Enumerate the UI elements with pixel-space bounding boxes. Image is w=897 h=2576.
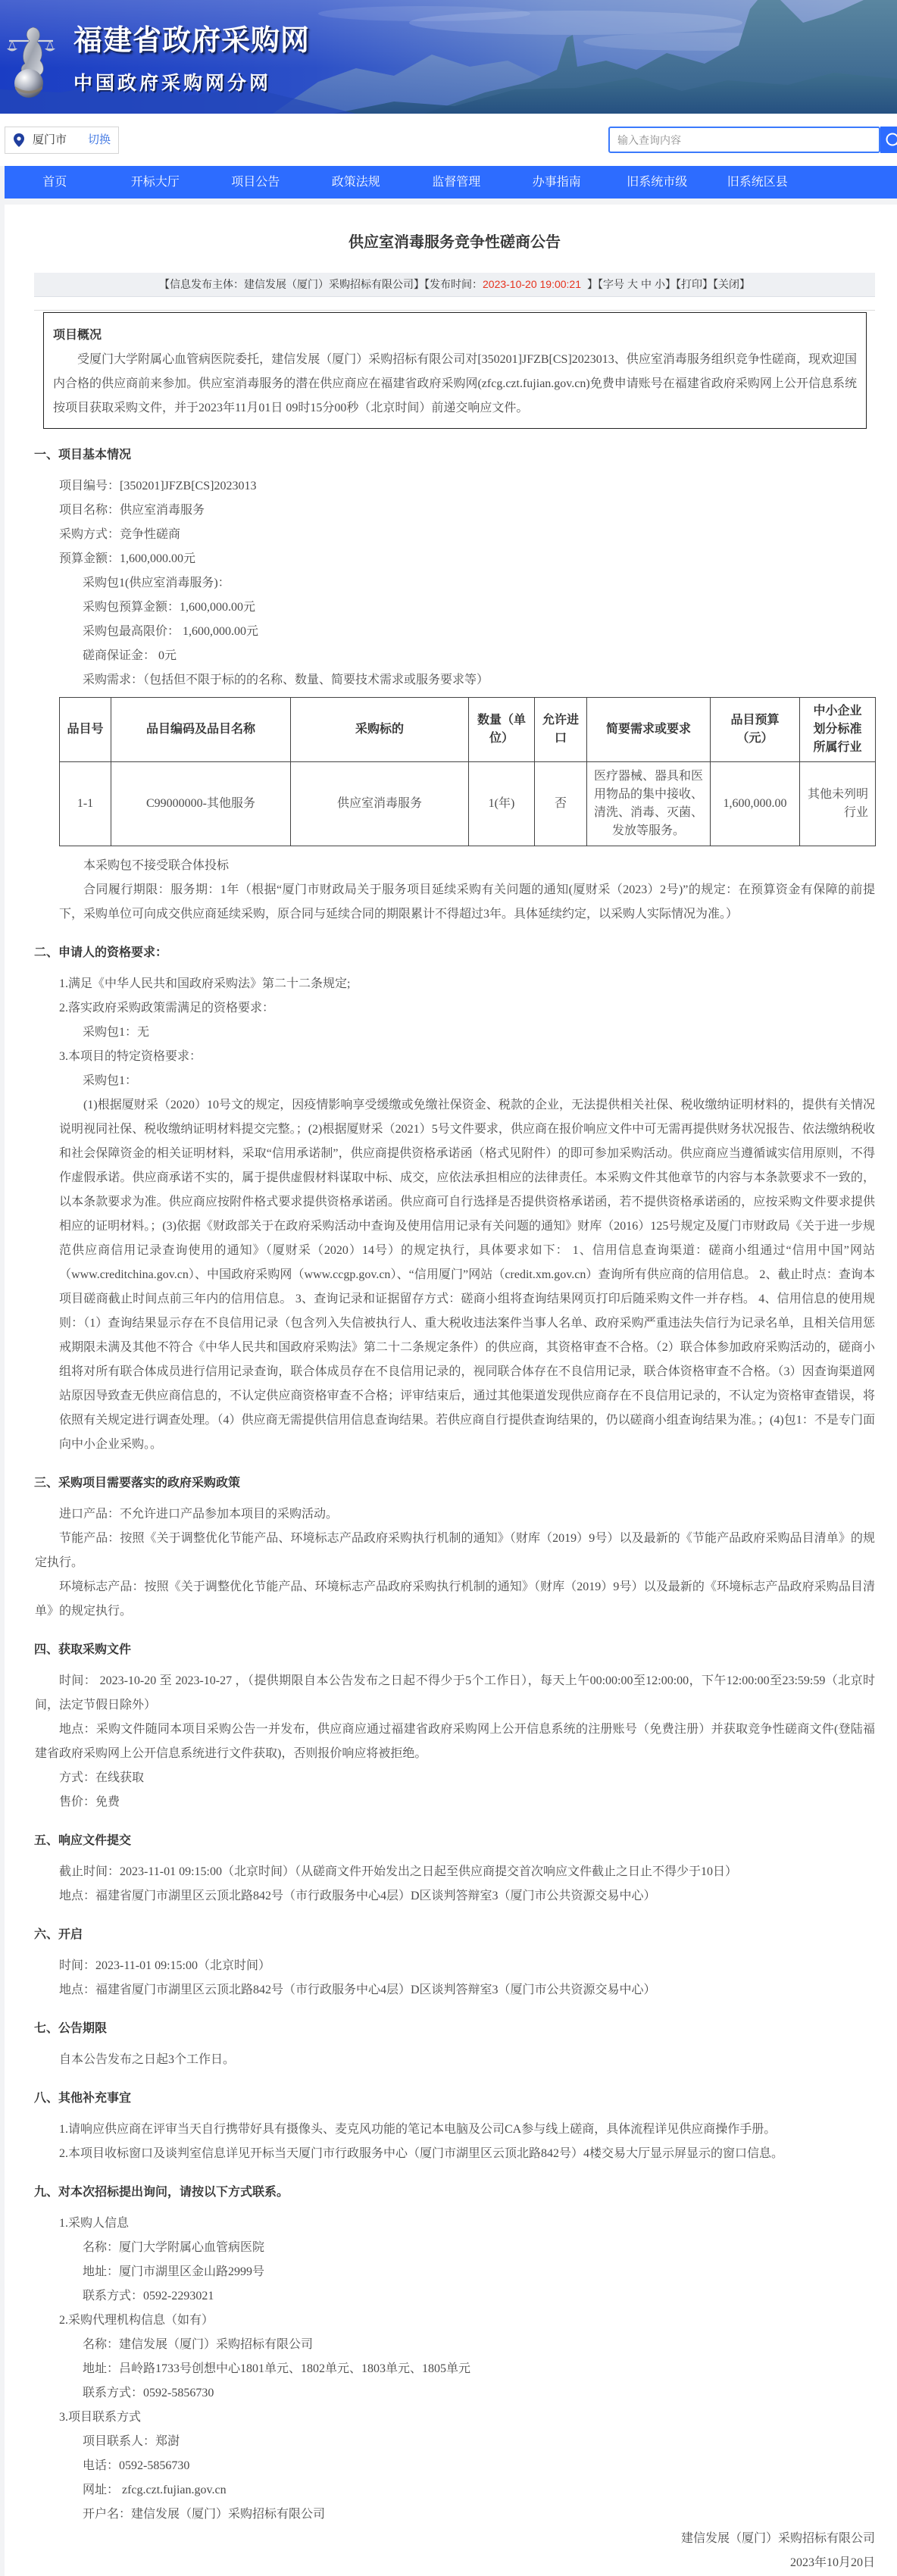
qualification-item-1: 1.满足《中华人民共和国政府采购法》第二十二条规定; <box>59 977 351 990</box>
other-matter-2: 2.本项目收标窗口及谈判室信息详见开标当天厦门市行政服务中心（厦门市湖里区云顶北路842号）4楼交易大厅显示屏显示的窗口信息。 <box>59 2147 784 2160</box>
nav-item-old-system-county[interactable]: 旧系统区县 <box>727 176 788 189</box>
consultation-deposit: 磋商保证金： 0元 <box>83 649 177 662</box>
requirements-table <box>59 697 876 846</box>
overview-heading: 项目概况 <box>53 329 102 342</box>
obtain-time: 时间： 2023-10-20 至 2023-10-27 ，（提供期限自本公告发布之日起不得少于5个工作日），每天上午00:00:00至12:00:00，下午12:00:00至23:59:59（北京时间，法定节假日除外） <box>35 1674 875 1712</box>
main-nav <box>5 166 897 199</box>
col-header-requirements <box>587 698 711 762</box>
bracket-close: 】 <box>665 278 676 290</box>
project-number: 项目编号：[350201]JFZB[CS]2023013 <box>59 480 257 492</box>
nav-item-bid-opening-hall[interactable]: 开标大厅 <box>130 176 180 189</box>
purchaser-contact: 联系方式：0592-2293021 <box>83 2290 214 2302</box>
publisher-label: 【信息发布主体： <box>159 278 244 290</box>
nav-item-project-notices[interactable]: 项目公告 <box>231 176 280 189</box>
table-row <box>60 762 876 846</box>
purchaser-address: 地址：厦门市湖里区金山路2999号 <box>83 2265 265 2278</box>
signature-date: 2023年10月20日 <box>789 2556 875 2569</box>
budget-amount: 预算金额：1,600,000.00元 <box>59 552 196 565</box>
publish-time-label: 【发布时间： <box>424 278 483 290</box>
main-content-panel <box>5 205 897 2576</box>
purchaser-name: 名称：厦门大学附属心血管病医院 <box>83 2241 265 2254</box>
cell-item-budget: 1,600,000.00 <box>711 762 800 846</box>
cell-import-allowed: 否 <box>535 762 587 846</box>
qualification-item-2: 2.落实政府采购政策需满足的资格要求： <box>59 1002 275 1014</box>
specific-qualification-text: (1)根据厦财采（2020）10号文的规定，因疫情影响享受缓缴或免缴社保资金、税款的企业，无法提供相关社保、税收缴纳证明材料的，提供有关情况说明视同社保、税收缴纳证明材料提交完整。；(2)根据厦财采（2021）5号文件要求，供应商在报价响应文件中可无需再提供财务状况报告、依法缴纳税收和社会保障资金的相关证明材料，采取“信用承诺制”，供应商提供资格承诺函（格式见附件）的即可参加采购活动。供应商应当遵循诚实信用原则，不得作虚假承诺。供应商承诺不实的，属于提供虚假材料谋取中标、成交，应依法承担相应的法律责任。本采购文件其他章节的内容与本条款要求不一致的，以本条款要求为准。供应商应按附件格式要求提供资格承诺函。供应商可自行选择是否提供资格承诺函，若不提供资格承诺函的，应按采购文件要求提供相应的证明材料。；(3)依据《财政部关于在政府采购活动中查询及使用信用记录有关问题的通知》财库（2016）125号规定及厦门市财政局《关于进一步规范供应商信用记录查询使用的通知》（厦财采（2020）14号）的规定执行，具体要求如下： 1、信用信息查询渠道：磋商小组通过“信用中国”网站（www.creditchina.gov.cn）、中国政府采购网（www.ccgp.gov.cn）、“信用厦门”网站（credit.xm.gov.cn）查询所有供应商的信用信息。 2、截止时点：查询本项目磋商截止时间点前三年内的信用信息。 3、查询记录和证据留存方式：磋商小组将查询结果网页打印后随采购文件一并存档。 4、信用信息的使用规则：（1）查询结果显示存在不良信用记录（包含列入失信被执行人、重大税收违法案件当事人名单、政府采购严重违法失信行为记录名单，且相关信用惩戒期限未满及其他不符合《中华人民共和国政府采购法》第二十二条规定条件）的供应商，其资格审查不合格。（2）联合体参加政府采购活动的，磋商小组将对所有联合体成员进行信用记录查询，联合体成员存在不良信用记录的，视同联合体存在不良信用记录，联合体资格审查不合格。（3）因查询渠道网站原因导致查无供应商信息的，不认定供应商资格审查不合格；评审结束后，通过其他渠道发现供应商存在不良信用记录的，不认定为资格审查错误，将依照有关规定进行调查处理。（4）供应商无需提供信用信息查询结果。若供应商自行提供查询结果的，仍以磋商小组查询结果为准。；(4)包1：不是专门面向中小企业采购。。 <box>59 1099 875 1451</box>
cell-requirements: 医疗器械、器具和医用物品的集中接收、清洗、消毒、灭菌、发放等服务。 <box>587 762 711 846</box>
article-info-bar <box>34 273 875 297</box>
search-row <box>0 114 897 166</box>
section-heading-basic-info: 一、项目基本情况 <box>34 449 132 461</box>
section-heading-qualifications: 二、申请人的资格要求： <box>34 946 168 959</box>
close-button[interactable]: 【关闭】 <box>713 278 750 290</box>
cell-sme-industry: 其他未列明行业 <box>800 762 876 846</box>
col-header-import-allowed <box>535 698 587 762</box>
other-matter-1: 1.请响应供应商在评审当天自行携带好具有摄像头、麦克风功能的笔记本电脑及公司CA参与线上磋商，具体流程详见供应商操作手册。 <box>59 2123 777 2136</box>
cell-item-no: 1-1 <box>60 762 111 846</box>
cell-quantity: 1(年) <box>469 762 535 846</box>
header-text: 简要需求或要求 <box>605 723 691 736</box>
nav-item-old-system-city[interactable]: 旧系统市级 <box>627 176 688 189</box>
col-header-subject <box>291 698 469 762</box>
map-pin-icon <box>14 133 24 147</box>
announcement-article <box>34 230 875 2575</box>
nav-item-home[interactable]: 首页 <box>42 176 67 189</box>
header-text: 采购标的 <box>355 723 404 736</box>
location-selector <box>5 127 119 154</box>
publish-time: 2023-10-20 19:00:21 <box>483 278 581 290</box>
header-text: 允许进口 <box>542 714 579 745</box>
section-heading-policies: 三、采购项目需要落实的政府采购政策 <box>34 1477 241 1490</box>
submission-deadline: 截止时间：2023-11-01 09:15:00（北京时间）（从磋商文件开始发出之日起至供应商提交首次响应文件截止之日止不得少于10日） <box>59 1865 737 1878</box>
project-overview-box <box>43 312 867 429</box>
section-heading-submission: 五、响应文件提交 <box>34 1834 132 1847</box>
section-heading-notice-period: 七、公告期限 <box>34 2022 108 2035</box>
bracket-close: 】 <box>587 278 598 290</box>
agency-info-title: 2.采购代理机构信息（如有） <box>59 2314 214 2327</box>
header-text: 中小企业划分标准所属行业 <box>813 705 862 754</box>
cell-subject: 供应室消毒服务 <box>291 762 469 846</box>
divider <box>34 310 875 311</box>
publisher-name: 建信发展（厦门）采购招标有限公司 <box>244 278 414 290</box>
col-header-quantity <box>469 698 535 762</box>
agency-address: 地址：吕岭路1733号创想中心1801单元、1802单元、1803单元、1805单元 <box>83 2362 471 2375</box>
package-title: 采购包1(供应室消毒服务)： <box>83 577 230 589</box>
obtain-place: 地点：采购文件随同本项目采购公告一并发布，供应商应通过福建省政府采购网上公开信息系统的注册账号（免费注册）并获取竞争性磋商文件(登陆福建省政府采购网上公开信息系统进行文件获取)，否则报价响应将被拒绝。 <box>35 1723 875 1760</box>
font-size-label: 【字号 <box>598 278 624 290</box>
procurement-method: 采购方式：竞争性磋商 <box>59 528 181 541</box>
notice-period-text: 自本公告发布之日起3个工作日。 <box>59 2053 236 2066</box>
col-header-item-no <box>60 698 111 762</box>
section-heading-obtain-documents: 四、获取采购文件 <box>34 1643 132 1656</box>
col-header-item-budget <box>711 698 800 762</box>
project-name: 项目名称：供应室消毒服务 <box>59 504 205 517</box>
nav-item-policies[interactable]: 政策法规 <box>331 176 380 189</box>
switch-city-link[interactable]: 切换 <box>88 133 111 146</box>
opening-place: 地点：福建省厦门市湖里区云顶北路842号（市行政服务中心4层）D区谈判答辩室3（厦门市公共资源交易中心） <box>59 1984 656 1996</box>
page-title: 供应室消毒服务竞争性磋商公告 <box>348 234 561 251</box>
col-header-sme-industry <box>800 698 876 762</box>
nav-item-supervision[interactable]: 监督管理 <box>432 176 481 189</box>
project-contact-phone: 电话：0592-5856730 <box>83 2459 190 2472</box>
opening-time: 时间：2023-11-01 09:15:00（北京时间） <box>59 1959 270 1972</box>
cell-item-code: C99000000-其他服务 <box>111 762 291 846</box>
site-banner <box>0 0 897 114</box>
font-size-medium-button[interactable]: 中 <box>641 278 652 290</box>
signature-company: 建信发展（厦门）采购招标有限公司 <box>680 2532 875 2545</box>
environmental-label-policy: 环境标志产品：按照《关于调整优化节能产品、环境标志产品政府采购执行机制的通知》（财库（2019）9号）以及最新的《环境标志产品政府采购品目清单》的规定执行。 <box>35 1580 875 1618</box>
header-text: 品目预算（元） <box>730 714 780 745</box>
nav-item-guide[interactable]: 办事指南 <box>532 176 581 189</box>
project-contact-title: 3.项目联系方式 <box>59 2411 142 2424</box>
site-title: 福建省政府采购网 <box>73 25 311 57</box>
search-button[interactable] <box>880 127 897 153</box>
search-input[interactable] <box>608 127 880 153</box>
font-size-small-button[interactable]: 小 <box>655 278 665 290</box>
header-text: 品目编码及品目名称 <box>145 723 255 736</box>
qualification-item-3: 3.本项目的特定资格要求： <box>59 1050 202 1063</box>
qualification-item-2-package: 采购包1：无 <box>83 1026 150 1039</box>
submission-place: 地点：福建省厦门市湖里区云顶北路842号（市行政服务中心4层）D区谈判答辩室3（厦门市公共资源交易中心） <box>59 1890 656 1902</box>
requirement-label: 采购需求：（包括但不限于标的的名称、数量、简要技术需求或服务要求等） <box>83 674 489 686</box>
account-name: 开户名：建信发展（厦门）采购招标有限公司 <box>83 2508 326 2521</box>
col-header-item-code <box>111 698 291 762</box>
package-budget: 采购包预算金额：1,600,000.00元 <box>83 601 256 614</box>
project-contact-person: 项目联系人：郑澍 <box>83 2435 180 2448</box>
qualification-item-3-package: 采购包1： <box>83 1074 138 1087</box>
purchaser-info-title: 1.采购人信息 <box>59 2217 130 2230</box>
section-heading-other-matters: 八、其他补充事宜 <box>34 2092 132 2105</box>
overview-text: 受厦门大学附属心血管病医院委托，建信发展（厦门）采购招标有限公司对[350201]JFZB[CS]2023013、供应室消毒服务组织竞争性磋商，现欢迎国内合格的供应商前来参加。供应室消毒服务的潜在供应商应在福建省政府采购网(zfcg.czt.fujian.gov.cn)免费申请账号在福建省政府采购网上公开信息系统按项目获取采购文件，并于2023年11月01日 09时15分00秒（北京时间）前递交响应文件。 <box>53 353 857 414</box>
energy-saving-policy: 节能产品：按照《关于调整优化节能产品、环境标志产品政府采购执行机制的通知》（财库（2019）9号）以及最新的《节能产品政府采购品目清单》的规定执行。 <box>35 1532 875 1569</box>
agency-name: 名称：建信发展（厦门）采购招标有限公司 <box>83 2338 314 2351</box>
search-icon <box>885 132 897 148</box>
import-products-policy: 进口产品：不允许进口产品参加本项目的采购活动。 <box>59 1508 339 1521</box>
bracket-close: 】 <box>414 278 424 290</box>
project-website: 网址： zfcg.czt.fujian.gov.cn <box>83 2484 227 2496</box>
document-price: 售价：免费 <box>59 1796 120 1809</box>
header-text: 品目号 <box>67 723 104 736</box>
header-text: 数量（单位） <box>477 714 526 745</box>
table-header-row <box>60 698 876 762</box>
section-heading-opening: 六、开启 <box>34 1928 83 1941</box>
contract-period: 合同履行期限：服务期：1年（根据“厦门市财政局关于服务项目延续采购有关问题的通知(厦财采（2023）2号)”的规定：在预算资金有保障的前提下，采购单位可向成交供应商延续采购，原合同与延续合同的期限累计不得超过3年。具体延续约定，以采购人实际情况为准。） <box>59 883 875 921</box>
print-button[interactable]: 【打印】 <box>676 278 713 290</box>
package-max-price: 采购包最高限价： 1,600,000.00元 <box>83 625 259 638</box>
agency-contact: 联系方式：0592-5856730 <box>83 2387 214 2399</box>
obtain-method: 方式：在线获取 <box>59 1771 145 1784</box>
font-size-large-button[interactable]: 大 <box>627 278 638 290</box>
no-consortium-note: 本采购包不接受联合体投标 <box>83 859 230 872</box>
scales-statue-logo <box>5 23 58 98</box>
section-heading-contacts: 九、对本次招标提出询问，请按以下方式联系。 <box>34 2186 289 2199</box>
site-subtitle: 中国政府采购网分网 <box>73 73 272 94</box>
current-city: 厦门市 <box>33 133 67 146</box>
